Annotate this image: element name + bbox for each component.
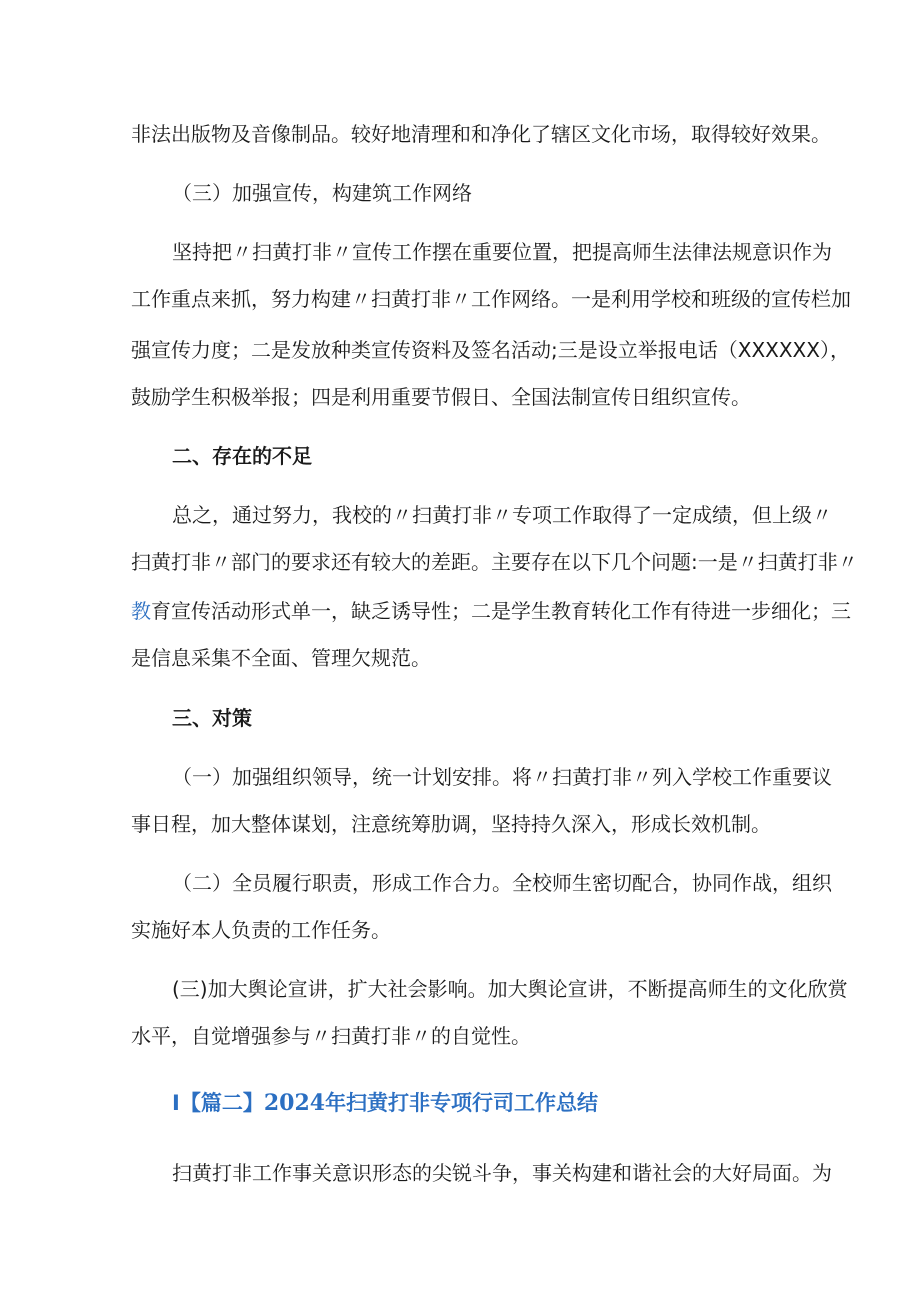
heading-prefix: I【篇二】 xyxy=(172,1091,264,1115)
paragraph-line-rest: 育宣传活动形式单一，缺乏诱导性；二是学生教育转化工作有待进一步细化；三 xyxy=(151,599,851,623)
paragraph-line: 扫黄打非工作事关意识形态的尖锐斗争，事关构建和谐社会的大好局面。为 xyxy=(172,1161,832,1185)
section-subheading: （三）加强宣传，构建筑工作网络 xyxy=(172,181,472,205)
heading-year: 2024 xyxy=(263,1090,326,1116)
section-heading: 二、存在的不足 xyxy=(172,444,312,468)
paragraph-line: 扫黄打非〃部门的要求还有较大的差距。主要存在以下几个问题:一是〃扫黄打非〃 xyxy=(131,550,858,574)
paragraph-line: 强宣传力度；二是发放种类宣传资料及签名活动;三是设立举报电话（XXXXXX）， xyxy=(131,338,850,362)
paragraph-line: （一）加强组织领导，统一计划安排。将〃扫黄打非〃列入学校工作重要议 xyxy=(172,765,832,789)
paragraph-line: 水平，自觉增强参与〃扫黄打非〃的自觉性。 xyxy=(131,1024,531,1048)
paragraph-line: （二）全员履行职责，形成工作合力。全校师生密切配合，协同作战，组织 xyxy=(172,871,832,895)
paragraph-line: 总之，通过努力，我校的〃扫黄打非〃专项工作取得了一定成绩，但上级〃 xyxy=(172,503,832,527)
paragraph-line xyxy=(131,597,851,625)
inline-link[interactable]: 教 xyxy=(131,599,151,623)
article-heading[interactable] xyxy=(172,1088,598,1118)
paragraph-line: (三)加大舆论宣讲，扩大社会影响。加大舆论宣讲，不断提高师生的文化欣赏 xyxy=(172,977,848,1001)
paragraph-line: 工作重点来抓，努力构建〃扫黄打非〃工作网络。一是利用学校和班级的宣传栏加 xyxy=(131,287,851,311)
paragraph-line: 非法出版物及音像制品。较好地清理和和净化了辖区文化市场，取得较好效果。 xyxy=(131,122,831,146)
paragraph-line: 实施好本人负责的工作任务。 xyxy=(131,918,391,942)
paragraph-line: 坚持把〃扫黄打非〃宣传工作摆在重要位置，把提高师生法律法规意识作为 xyxy=(172,240,832,264)
heading-suffix: 年扫黄打非专项行司工作总结 xyxy=(325,1091,599,1115)
paragraph-line: 是信息采集不全面、管理欠规范。 xyxy=(131,646,431,670)
paragraph-line: 鼓励学生积极举报；四是利用重要节假日、全国法制宣传日组织宣传。 xyxy=(131,385,751,409)
section-heading: 三、对策 xyxy=(172,706,252,730)
paragraph-line: 事日程，加大整体谋划，注意统筹肋调，坚持持久深入，形成长效机制。 xyxy=(131,812,771,836)
